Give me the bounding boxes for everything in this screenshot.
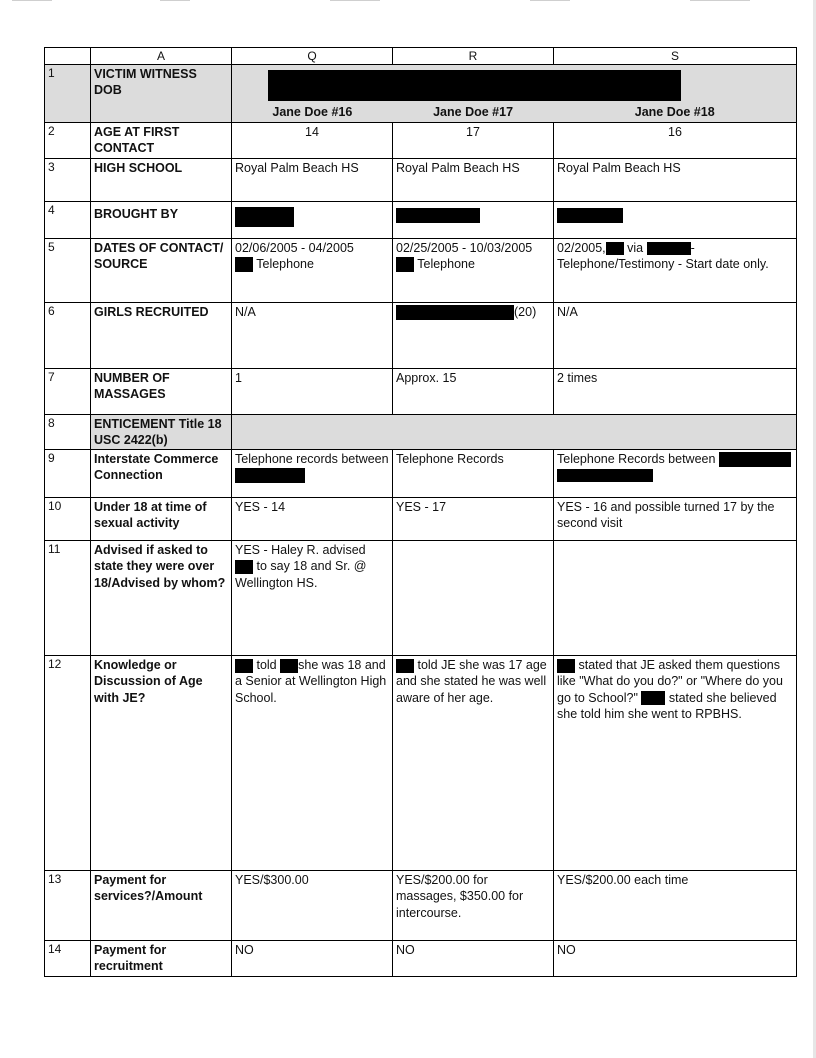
girls-count: (20) — [514, 304, 537, 319]
table-row — [45, 65, 797, 123]
cell-q: 14 — [232, 123, 393, 159]
cell-q: 1 — [232, 368, 393, 414]
cell-r: 17 — [393, 123, 554, 159]
date-range: 02/25/2005 - 10/03/2005 — [396, 240, 533, 255]
column-header-r: R — [393, 48, 554, 65]
cell-text: Telephone Records between — [557, 452, 716, 466]
cell-s: NO — [554, 941, 797, 977]
source-text: Telephone/Testimony - Start date only. — [557, 256, 769, 271]
redaction-bar — [235, 207, 294, 227]
corner-header — [45, 48, 91, 65]
cell-r: Approx. 15 — [393, 368, 554, 414]
row-label: AGE AT FIRST CONTACT — [91, 123, 232, 159]
cell-q: YES/$300.00 — [232, 871, 393, 941]
cell-q: N/A — [232, 302, 393, 368]
cell-text: told — [256, 658, 277, 672]
cell-r: YES/$200.00 for massages, $350.00 for intercourse. — [393, 871, 554, 941]
cell-s: N/A — [554, 302, 797, 368]
cell-q: NO — [232, 941, 393, 977]
redaction-bar — [396, 305, 514, 320]
jane-doe-18-label: Jane Doe #18 — [634, 104, 715, 119]
cell-s — [554, 238, 797, 302]
row-number: 13 — [45, 871, 91, 941]
table-row — [45, 498, 797, 541]
redaction-bar — [280, 659, 298, 673]
section-label: ENTICEMENT Title 18 USC 2422(b) — [91, 414, 232, 450]
table-row — [45, 871, 797, 941]
row-label: Payment for recruitment — [91, 941, 232, 977]
cell-r: Royal Palm Beach HS — [393, 158, 554, 201]
row-number: 2 — [45, 123, 91, 159]
victim-name-header — [232, 65, 797, 123]
column-header-a: A — [91, 48, 232, 65]
row-label: GIRLS RECRUITED — [91, 302, 232, 368]
cell-q — [232, 541, 393, 656]
cell-s: Royal Palm Beach HS — [554, 158, 797, 201]
row-number: 8 — [45, 414, 91, 450]
redaction-bar — [719, 452, 791, 467]
row-number: 10 — [45, 498, 91, 541]
row-label: BROUGHT BY — [91, 201, 232, 238]
redaction-bar — [606, 242, 624, 255]
cell-r — [393, 656, 554, 871]
cell-q — [232, 238, 393, 302]
row-number: 14 — [45, 941, 91, 977]
row-label: DATES OF CONTACT/ SOURCE — [91, 238, 232, 302]
table-row — [45, 123, 797, 159]
column-header-row — [45, 48, 797, 65]
row-label: Interstate Commerce Connection — [91, 450, 232, 498]
table-row — [45, 368, 797, 414]
cell-r — [393, 302, 554, 368]
cell-s: YES/$200.00 each time — [554, 871, 797, 941]
cell-q — [232, 450, 393, 498]
cell-text: YES - Haley R. advised — [235, 543, 366, 557]
row-number: 4 — [45, 201, 91, 238]
redaction-bar — [557, 659, 575, 673]
table-row — [45, 541, 797, 656]
column-header-s: S — [554, 48, 797, 65]
date-text: 02/2005, — [557, 240, 606, 255]
cell-s — [554, 541, 797, 656]
cell-r — [393, 238, 554, 302]
cell-s: 16 — [554, 123, 797, 159]
row-number: 12 — [45, 656, 91, 871]
cell-q: YES - 14 — [232, 498, 393, 541]
cell-s — [554, 450, 797, 498]
cell-s: YES - 16 and possible turned 17 by the second visit — [554, 498, 797, 541]
row-label: VICTIM WITNESS DOB — [91, 65, 232, 123]
cell-r — [393, 201, 554, 238]
row-number: 11 — [45, 541, 91, 656]
row-label: Payment for services?/Amount — [91, 871, 232, 941]
cell-s: 2 times — [554, 368, 797, 414]
redaction-bar — [647, 242, 691, 255]
cell-text: stated that JE asked them questions like "What do you do?" or "Where do you go to School?" — [557, 658, 783, 705]
redaction-bar — [557, 208, 623, 223]
redaction-bar — [235, 257, 253, 272]
source-text: Telephone — [256, 256, 314, 271]
table-row — [45, 238, 797, 302]
row-number: 7 — [45, 368, 91, 414]
victim-witness-spreadsheet — [44, 47, 797, 977]
cell-text: she was 18 and a Senior at Wellington High School. — [235, 658, 387, 705]
table-row — [45, 158, 797, 201]
cell-text: told JE she was 17 age and she stated he was well aware of her age. — [396, 658, 547, 705]
cell-r: NO — [393, 941, 554, 977]
row-label: Under 18 at time of sexual activity — [91, 498, 232, 541]
scan-top-marks — [0, 0, 816, 3]
cell-text: to say 18 and Sr. @ Wellington HS. — [235, 559, 367, 590]
column-header-q: Q — [232, 48, 393, 65]
via-text: via — [627, 240, 644, 255]
cell-text: Telephone records between — [235, 452, 389, 466]
cell-s — [554, 201, 797, 238]
redaction-bar — [396, 208, 480, 223]
cell-q — [232, 201, 393, 238]
redaction-bar — [235, 659, 253, 673]
table-row — [45, 656, 797, 871]
source-text: Telephone — [417, 256, 475, 271]
cell-text: stated she believed she told him she went to RPBHS. — [557, 690, 777, 721]
jane-doe-16-label: Jane Doe #16 — [272, 104, 353, 119]
table-row — [45, 450, 797, 498]
redaction-bar — [396, 257, 414, 272]
row-label: NUMBER OF MASSAGES — [91, 368, 232, 414]
cell-q — [232, 656, 393, 871]
cell-r: YES - 17 — [393, 498, 554, 541]
row-label: Advised if asked to state they were over 18/Advised by whom? — [91, 541, 232, 656]
table-row — [45, 302, 797, 368]
row-label: Knowledge or Discussion of Age with JE? — [91, 656, 232, 871]
cell-q: Royal Palm Beach HS — [232, 158, 393, 201]
table-row — [45, 201, 797, 238]
row-number: 9 — [45, 450, 91, 498]
table-row — [45, 414, 797, 450]
cell-r: Telephone Records — [393, 450, 554, 498]
redaction-bar — [235, 468, 305, 483]
section-band — [232, 414, 797, 450]
redaction-bar — [235, 560, 253, 574]
redaction-bar — [396, 659, 414, 673]
dash-text: - — [690, 240, 695, 255]
date-range: 02/06/2005 - 04/2005 — [235, 240, 354, 255]
row-number: 5 — [45, 238, 91, 302]
redaction-bar — [641, 691, 665, 705]
row-label: HIGH SCHOOL — [91, 158, 232, 201]
redaction-bar — [268, 70, 681, 101]
row-number: 6 — [45, 302, 91, 368]
cell-s — [554, 656, 797, 871]
redaction-bar — [557, 469, 653, 482]
row-number: 1 — [45, 65, 91, 123]
row-number: 3 — [45, 158, 91, 201]
jane-doe-17-label: Jane Doe #17 — [433, 104, 514, 119]
cell-r — [393, 541, 554, 656]
table-row — [45, 941, 797, 977]
